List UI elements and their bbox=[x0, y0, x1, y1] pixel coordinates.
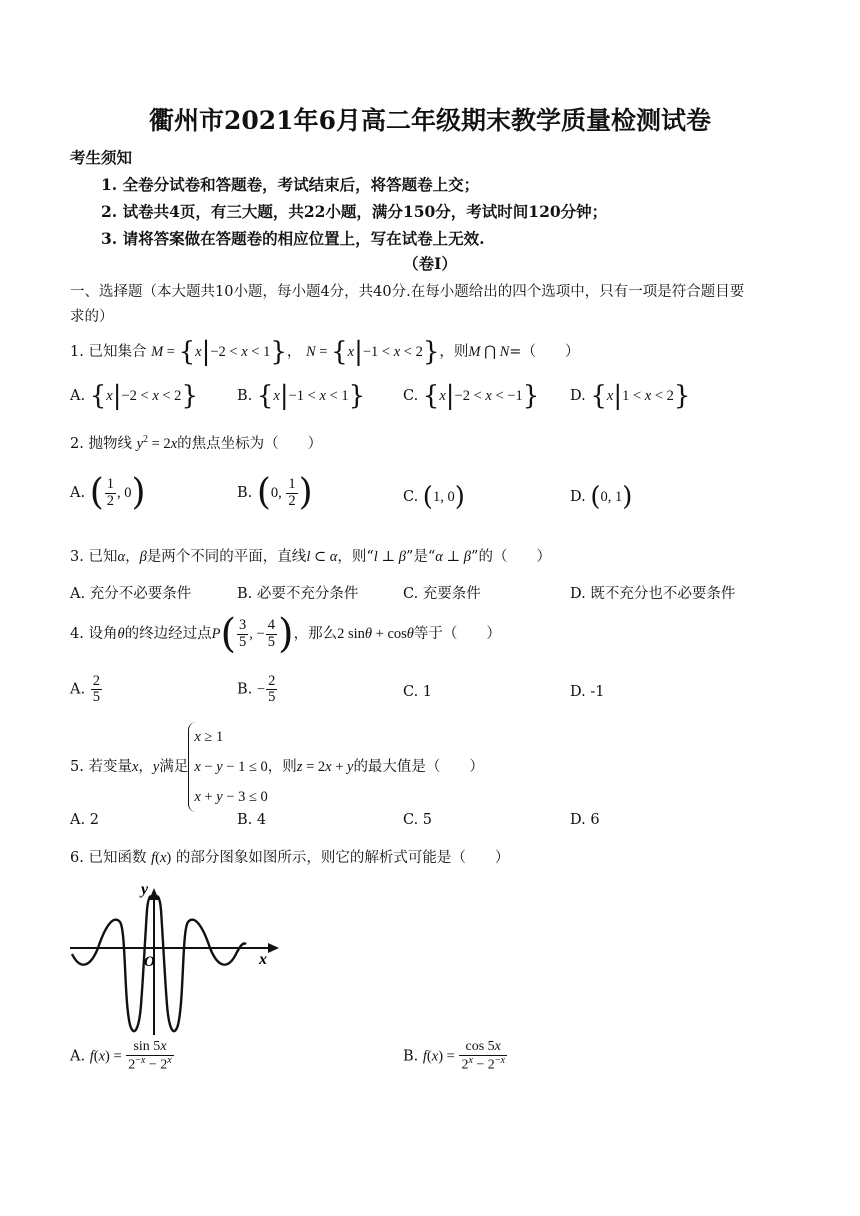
question-4: 4. 设角θ的终边经过点P( $\frac{3}{5}$ , − $\frac{4}{5}$ )，那么2 sinθ + cosθ等于（ ） bbox=[70, 611, 501, 657]
q4-option-d: D. -1 bbox=[570, 684, 605, 700]
x-axis-arrow bbox=[268, 943, 279, 953]
q1-option-d: D. {x|1 < x < 2} bbox=[570, 381, 691, 411]
q2-option-b: B. (0, $\frac{1}{2}$ ) bbox=[237, 472, 313, 513]
graph-x-label: x bbox=[259, 951, 267, 968]
question-6: 6. 已知函数 f(x) 的部分图象如图所示，则它的解析式可能是（ ） bbox=[70, 850, 510, 866]
q3-option-c: C. 充要条件 bbox=[403, 586, 481, 602]
q1-option-a: A. {x|−2 < x < 2} bbox=[70, 381, 198, 411]
graph-curve-left bbox=[72, 896, 152, 1031]
question-5: 5. 若变量x，y满足 x ≥ 1 x − y − 1 ≤ 0 x + y − 3 ≤ 0 ，则z = 2x + y的最大值是（ ） bbox=[70, 722, 484, 812]
section-1-line-1: 一、选择题（本大题共10小题，每小题4分，共40分.在每小题给出的四个选项中，只有一项是符合题目要 bbox=[70, 284, 745, 300]
q1-option-c: C. {x|−2 < x < −1} bbox=[403, 381, 540, 411]
graph-origin-label: O bbox=[144, 954, 155, 970]
q3-option-d: D. 既不充分也不必要条件 bbox=[570, 586, 736, 602]
q4-option-a: A. $\frac{2}{5}$ bbox=[70, 673, 100, 706]
q5-option-a: A. 2 bbox=[70, 812, 99, 828]
q4-option-b: B. − $\frac{2}{5}$ bbox=[237, 673, 276, 706]
notice-item-1: 1. 全卷分试卷和答题卷，考试结束后，将答题卷上交； bbox=[101, 175, 480, 194]
q4-option-c: C. 1 bbox=[403, 684, 433, 700]
q2-option-a: A. ( $\frac{1}{2}$ , 0) bbox=[70, 472, 146, 513]
q2-option-c: C. (1, 0) bbox=[403, 482, 465, 512]
q3-option-b: B. 必要不充分条件 bbox=[237, 586, 359, 602]
q6-option-a: A. f(x) = $\frac{\sin 5x}{2^{-x} - 2^x}$ bbox=[70, 1039, 172, 1073]
graph-curve-right bbox=[156, 896, 246, 1031]
notice-item-2: 2. 试卷共4页，有三大题，共22小题，满分150分，考试时间120分钟； bbox=[101, 202, 608, 221]
q5-option-b: B. 4 bbox=[237, 812, 267, 828]
question-1: 1. 已知集合 M = {x|−2 < x < 1}， N = {x|−1 < x < 2}，则M ⋂ N=（ ） bbox=[70, 337, 580, 367]
function-graph bbox=[68, 880, 283, 1040]
volume-label: （卷Ⅰ） bbox=[403, 254, 457, 273]
question-3: 3. 已知α，β是两个不同的平面，直线l ⊂ α，则“l ⊥ β”是“α ⊥ β”的（ ） bbox=[70, 549, 551, 565]
q1-option-b: B. {x|−1 < x < 1} bbox=[237, 381, 366, 411]
notice-heading: 考生须知 bbox=[70, 148, 133, 167]
question-2: 2. 抛物线 $y^2 = 2x$的焦点坐标为（ ） bbox=[70, 434, 323, 452]
q1-stem-start: 1. 已知集合 bbox=[70, 344, 147, 360]
section-1-line-2: 求的） bbox=[70, 309, 114, 325]
q5-option-d: D. 6 bbox=[570, 812, 600, 828]
notice-item-3: 3. 请将答案做在答题卷的相应位置上，写在试卷上无效. bbox=[101, 229, 485, 248]
q2-option-d: D. (0, 1) bbox=[570, 482, 633, 512]
q6-option-b: B. f(x) = $\frac{\cos 5x}{2^x - 2^{-x}}$ bbox=[403, 1039, 505, 1073]
graph-y-label: y bbox=[141, 881, 149, 898]
exam-title: 衢州市2021年6月高二年级期末教学质量检测试卷 bbox=[149, 106, 711, 135]
q3-option-a: A. 充分不必要条件 bbox=[70, 586, 192, 602]
q5-option-c: C. 5 bbox=[403, 812, 433, 828]
